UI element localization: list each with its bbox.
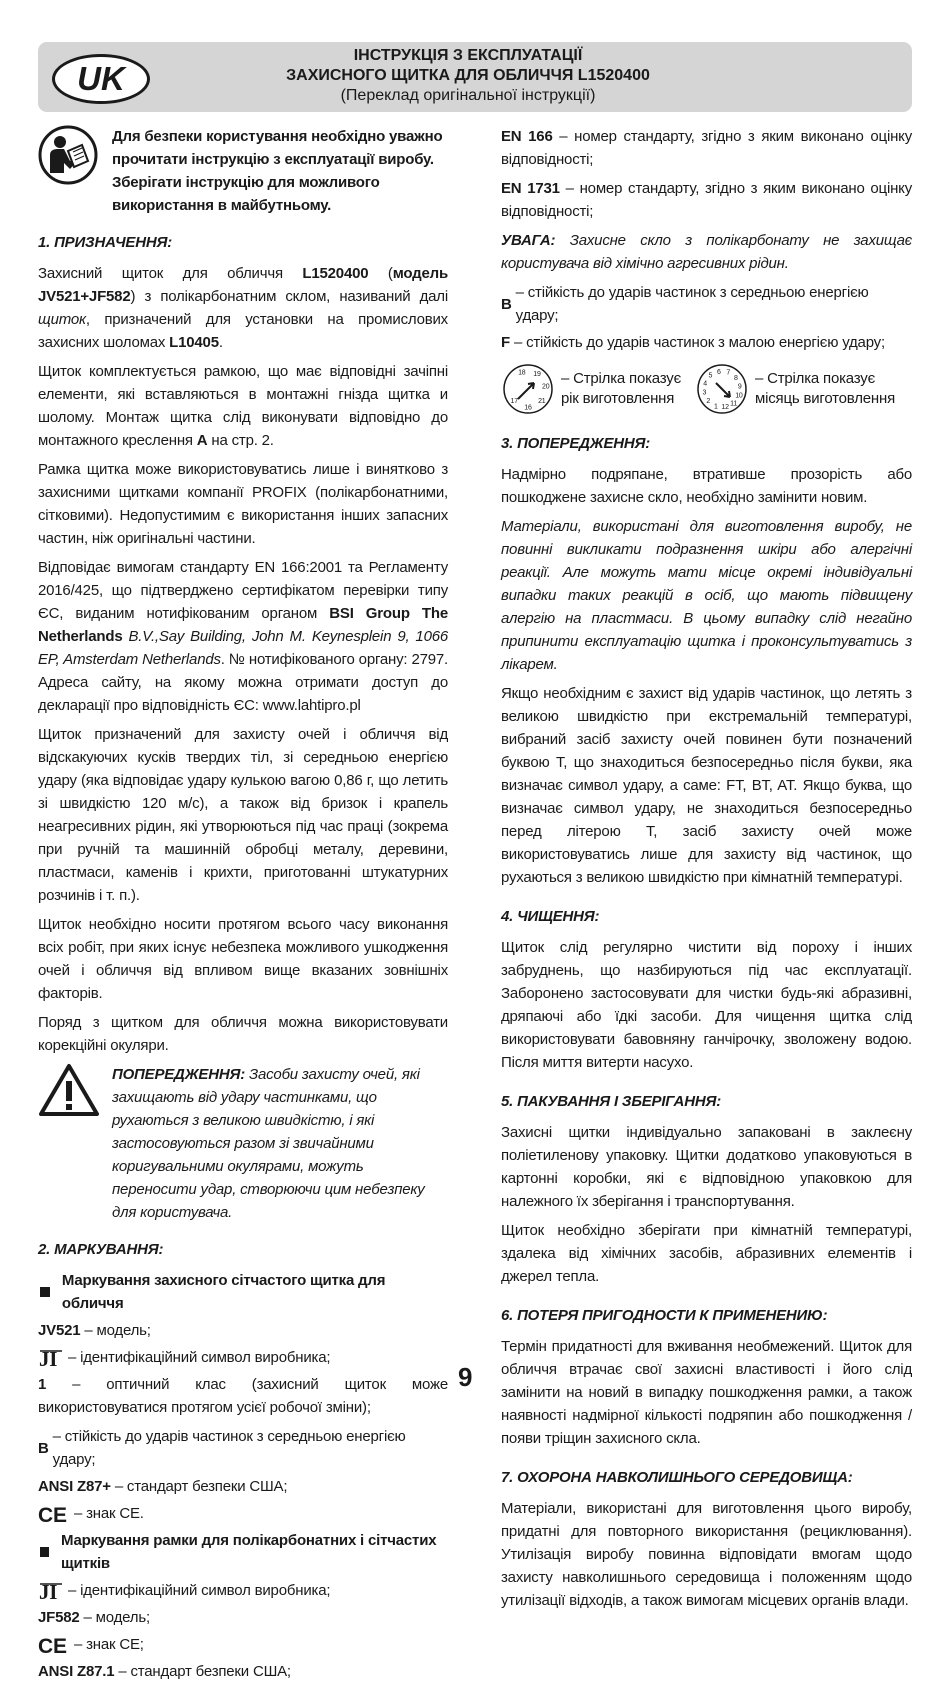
section-7-heading: 7. ОХОРОНА НАВКОЛИШНЬОГО СЕРЕДОВИЩА: <box>501 1469 853 1486</box>
section-1-heading: 1. ПРИЗНАЧЕННЯ: <box>38 234 173 251</box>
s5-paragraph-1: Захисні щитки індивідуально запаковані в заклеєну поліетиленову упаковку. Щитки додатково упаковуються в картонні коробки, які є відповідною упаковкою для належного їх зберігання і транспортування. <box>501 1124 912 1210</box>
page-header <box>38 42 912 112</box>
s6-paragraph-1: Термін придатності для вживання необмежений. Щиток для обличчя втрачає свої захисні властивості і його слід замінити на новий в випадку пошкодження рамки, а також наявності надмірної кількості подряпин або пошкодження / появи тріщин захисного скла. <box>501 1338 912 1447</box>
svg-text:CE: CE <box>38 1503 67 1527</box>
s3-paragraph-1: Надмірно подряпане, втративше прозорість або пошкоджене захисне скло, необхідно замінити новим. <box>501 466 912 506</box>
marking-optical-class: 1 – оптичний клас (захисний щиток може використовуватися протягом усієї робочої зміни); <box>38 1376 448 1416</box>
s3-paragraph-2: Матеріали, використані для виготовлення виробу, не повинні викликати подразнення шкіри або алергічні реакції. Але можуть мати місце окремі індивідуальні випадки таких реакцій в осіб, що мають підвищену алергію на пластмаси. В цьому випадку слід негайно припинити експлуатацію щитка і проконсультуватись з лікарем. <box>501 518 912 673</box>
dial-tick-label: 16 <box>524 404 532 412</box>
date-dials-row <box>501 362 912 416</box>
dial-tick-label: 3 <box>702 389 707 397</box>
dial-tick-label: 8 <box>733 374 738 382</box>
section-3-heading: 3. ПОПЕРЕДЖЕННЯ: <box>501 435 651 452</box>
dial-tick-label: 6 <box>717 368 721 376</box>
right-column <box>501 125 912 1618</box>
square-bullet-icon <box>40 1547 49 1557</box>
marking-ansi-1: ANSI Z87+ – стандарт безпеки США; <box>38 1478 288 1495</box>
marking-b2: B – стійкість до ударів частинок з середньою енергією удару; <box>501 284 869 324</box>
warning-block <box>38 1063 448 1224</box>
month-dial-label: – Стрілка показує місяць виготовлення <box>755 370 895 407</box>
section-2-heading: 2. МАРКУВАННЯ: <box>38 1241 164 1258</box>
manufacturer-logo-icon <box>38 1347 64 1369</box>
dial-tick-label: 18 <box>518 369 526 377</box>
header-title-block <box>188 46 748 106</box>
s1-paragraph-4: Відповідає вимогам стандарту EN 166:2001 та Регламенту 2016/425, що підтверджено сертифікатом перевірки типу ЄС, виданим нотифікованим органом BSI Group The Netherlands B.V.,Say Building, John M. Keynesplein 9, 1066 EP, Amsterdam Netherlands. № нотифікованого органу: 2797. Адреса сайту, на якому можна отримати доступ до декларації про відповідність ЄС: www.lahtipro.pl <box>38 559 448 714</box>
page-number: 9 <box>458 1362 473 1392</box>
language-badge: UK <box>52 54 150 104</box>
dial-tick-label: 9 <box>737 383 742 391</box>
attention-note: УВАГА: Захисне скло з полікарбонату не захищає користувача від хімічно агресивних рідин. <box>501 232 912 272</box>
marking-jf582: JF582 – модель; <box>38 1609 150 1626</box>
year-dial-icon <box>501 362 555 416</box>
s1-paragraph-7: Поряд з щитком для обличчя можна використовувати корекційні окуляри. <box>38 1014 448 1054</box>
manufacturer-logo-icon <box>38 1580 64 1602</box>
dial-tick-label: 7 <box>726 369 731 377</box>
dial-tick-label: 11 <box>730 400 738 408</box>
section-5-heading: 5. ПАКУВАННЯ І ЗБЕРІГАННЯ: <box>501 1093 721 1110</box>
s5-paragraph-2: Щиток необхідно зберігати при кімнатній температурі, здалека від хімічних засобів, абразивних елементів і джерел тепла. <box>501 1222 912 1285</box>
dial-tick-label: 21 <box>538 398 546 406</box>
section-6-heading: 6. ПОТЕРЯ ПРИГОДНОСТИ К ПРИМЕНЕНИЮ: <box>501 1307 828 1324</box>
section-4-heading: 4. ЧИЩЕННЯ: <box>501 908 600 925</box>
s4-paragraph-1: Щиток слід регулярно чистити від пороху і інших забруднень, що назбируються під час експлуатації. Заборонено застосовувати для чистки будь-які абразивні, дряпаючі або їдкі засоби. Для чищення щитка слід використовувати бавовняну ганчірочку, зволожену водою. Після миття витерти насухо. <box>501 939 912 1071</box>
marking-logo: JI – ідентифікаційний символ виробника; <box>39 1346 331 1371</box>
read-manual-icon <box>38 125 98 185</box>
marking-ce-1: CE – знак CE. <box>38 1503 144 1527</box>
s1-paragraph-6: Щиток необхідно носити протягом всього часу виконання всіх робіт, при яких існує небезпека можливого ушкодження очей і обличчя від впливом вище вказаних зовнішніх факторів. <box>38 916 448 1002</box>
marking-en1731: EN 1731 – номер стандарту, згідно з яким виконано оцінку відповідності; <box>501 180 912 220</box>
s1-paragraph-2: Щиток комплектується рамкою, що має відповідні зачіпні елементи, які вставляються в монтажні гнізда щитка и шолому. Монтаж щитка слід виконувати відповідно до монтажного креслення A на стр. 2. <box>38 363 448 449</box>
marking-subheading-2: Маркування рамки для полікарбонатних і сітчастих щитків <box>38 1529 448 1575</box>
marking-ce-2: CE – знак CE; <box>38 1634 144 1658</box>
s1-paragraph-5: Щиток призначений для захисту очей і обличчя від відскакуючих кусків твердих тіл, зі середньою енергією удару (яка відповідає удару кулькою вагою 0,86 г, що летить зі швидкістю 120 м/с), а також від бризок і крапель неагресивних рідин, які утворюються під час праці (зокрема при ручній та машинній обробці металу, деревини, пластмаси, каменів і крихти, приготованні штукатурних розчинів і т. п.). <box>38 726 448 904</box>
dial-tick-label: 10 <box>735 392 743 400</box>
dial-tick-label: 12 <box>721 404 729 412</box>
left-column <box>38 125 448 1687</box>
dial-tick-label: 17 <box>510 398 518 406</box>
dial-tick-label: 2 <box>706 398 711 406</box>
marking-b: B – стійкість до ударів частинок з середньою енергією удару; <box>38 1428 406 1468</box>
s1-paragraph-3: Рамка щитка може використовуватись лише і винятково з захисними щитками компанії PROFIX (полікарбонатними, сітковими). Недопустимим є використання інших запасних частин, ніж оригінальні частини. <box>38 461 448 547</box>
svg-text:JI: JI <box>39 1579 58 1604</box>
s3-paragraph-3: Якщо необхідним є захист від ударів частинок, що летять з великою швидкістю при екстремальній температурі, вибраний засіб захисту очей повинен бути позначений буквою T, що знаходиться безпосередньо після букви, яка визначає символ удару, а саме: FT, BT, AT. Якщо буква, що визначає символ удару, не знаходиться безпосередньо перед літерою T, засіб захисту очей може використовуватись лише для захисту від частинок, що рухаються з великою швидкістю при кімнатній температурі. <box>501 685 912 886</box>
s7-paragraph-1: Матеріали, використані для виготовлення цього виробу, придатні для повторного використання (рециклювання). Утилізація виробу повинна відповідати вмогам щодо захисту навколишнього середовища і положенням щодо утилізації відходів, а також вимогам місцевих органів влади. <box>501 1500 912 1609</box>
marking-logo-2: JI – ідентифікаційний символ виробника; <box>39 1579 331 1604</box>
marking-subheading-1: Маркування захисного сітчастого щитка для обличчя <box>38 1269 448 1315</box>
dial-tick-label: 19 <box>533 370 541 378</box>
marking-jv521: JV521 – модель; <box>38 1322 151 1339</box>
square-bullet-icon <box>40 1287 50 1297</box>
warning-triangle-icon <box>38 1063 100 1117</box>
header-title-line1: ІНСТРУКЦІЯ З ЕКСПЛУАТАЦІЇ <box>353 47 583 64</box>
month-dial-icon <box>695 362 749 416</box>
dial-tick-label: 5 <box>708 372 713 380</box>
intro-text: Для безпеки користування необхідно уважно прочитати інструкцію з експлуатації виробу. Зберігати інструкцію для можливого використання в майбутньому. <box>112 128 443 214</box>
ce-mark-icon <box>38 1503 70 1527</box>
marking-en166: EN 166 – номер стандарту, згідно з яким виконано оцінку відповідності; <box>501 128 912 168</box>
svg-text:JI: JI <box>39 1346 58 1371</box>
ce-mark-icon <box>38 1634 70 1658</box>
intro-block <box>38 125 448 217</box>
year-dial-label: – Стрілка показує рік виготовлення <box>561 370 682 407</box>
marking-ansi-2: ANSI Z87.1 – стандарт безпеки США; <box>38 1663 291 1680</box>
s1-paragraph-1: Захисний щиток для обличчя L1520400 (модель JV521+JF582) з полікарбонатним склом, називаний далі щиток, призначений для установки на промислових захисних шоломах L10405. <box>38 265 448 351</box>
dial-tick-label: 20 <box>542 383 550 391</box>
svg-text:CE: CE <box>38 1634 67 1658</box>
dial-tick-label: 4 <box>703 380 707 388</box>
warning-text: ПОПЕРЕДЖЕННЯ: Засоби захисту очей, які захищають від удару частинками, що рухаються з великою швидкістю, і які застосовуються разом зі звичайними коригувальними окулярами, можуть переносити удар, створюючи цим небезпеку для користувача. <box>112 1066 425 1221</box>
header-subtitle: (Переклад оригінальної інструкції) <box>340 87 596 104</box>
header-title-line2: ЗАХИСНОГО ЩИТКА ДЛЯ ОБЛИЧЧЯ L1520400 <box>286 67 650 84</box>
dial-tick-label: 1 <box>713 403 718 411</box>
marking-f: F – стійкість до ударів частинок з малою енергією удару; <box>501 334 885 351</box>
